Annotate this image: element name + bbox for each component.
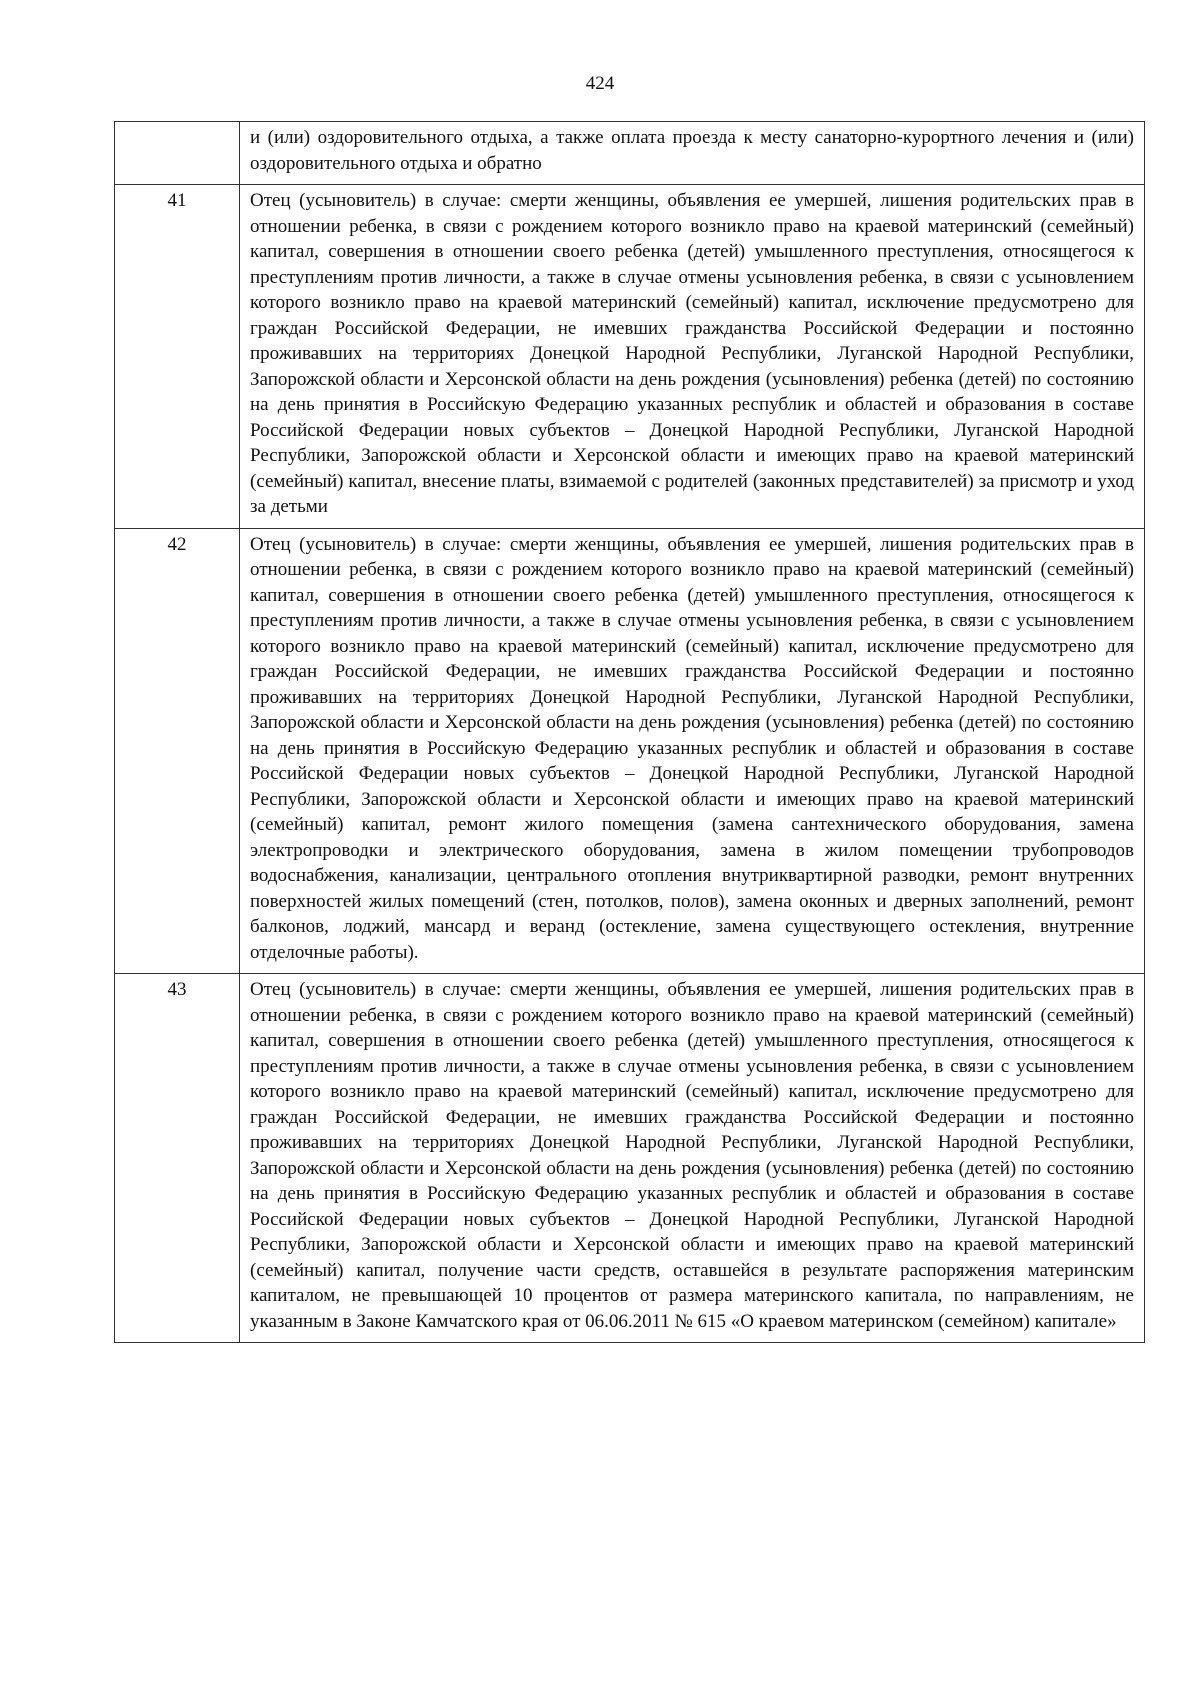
row-number-cell: 43 (115, 974, 240, 1343)
table-row (115, 122, 1145, 185)
page-number: 424 (585, 73, 615, 94)
row-text-cell: Отец (усыновитель) в случае: смерти женщины, объявления ее умершей, лишения родительских прав в отношении ребенка, в связи с рождением которого возникло право на краевой материнский (семейный) капитал, совершения в отношении своего ребенка (детей) умышленного преступления, относящегося к преступлениям против личности, а также в случае отмены усыновления ребенка, в связи с усыновлением которого возникло право на краевой материнский (семейный) капитал, исключение предусмотрено для граждан Российской Федерации, не имевших гражданства Российской Федерации и постоянно проживавших на территориях Донецкой Народной Республики, Луганской Народной Республики, Запорожской области и Херсонской области на день рождения (усыновления) ребенка (детей) по состоянию на день принятия в Российскую Федерацию указанных республик и областей и образования в составе Российской Федерации новых субъектов – Донецкой Народной Республики, Луганской Народной Республики, Запорожской области и Херсонской области и имеющих право на краевой материнский (семейный) капитал, получение части средств, оставшейся в результате распоряжения материнским капиталом, не превышающей 10 процентов от размера материнского капитала, по направлениям, не указанным в Законе Камчатского края от 06.06.2011 № 615 «О краевом материнском (семейном) капитале» (240, 974, 1145, 1343)
row-number-cell: 42 (115, 528, 240, 974)
table-row (115, 528, 1145, 974)
document-table (114, 121, 1145, 1343)
row-number-cell (115, 122, 240, 185)
table-row (115, 974, 1145, 1343)
row-text-cell: Отец (усыновитель) в случае: смерти женщины, объявления ее умершей, лишения родительских прав в отношении ребенка, в связи с рождением которого возникло право на краевой материнский (семейный) капитал, совершения в отношении своего ребенка (детей) умышленного преступления, относящегося к преступлениям против личности, а также в случае отмены усыновления ребенка, в связи с усыновлением которого возникло право на краевой материнский (семейный) капитал, исключение предусмотрено для граждан Российской Федерации, не имевших гражданства Российской Федерации и постоянно проживавших на территориях Донецкой Народной Республики, Луганской Народной Республики, Запорожской области и Херсонской области на день рождения (усыновления) ребенка (детей) по состоянию на день принятия в Российскую Федерацию указанных республик и областей и образования в составе Российской Федерации новых субъектов – Донецкой Народной Республики, Луганской Народной Республики, Запорожской области и Херсонской области и имеющих право на краевой материнский (семейный) капитал, ремонт жилого помещения (замена сантехнического оборудования, замена электропроводки и электрического оборудования, замена в жилом помещении трубопроводов водоснабжения, канализации, центрального отопления внутриквартирной разводки, ремонт внутренних поверхностей жилых помещений (стен, потолков, полов), замена оконных и дверных заполнений, ремонт балконов, лоджий, мансард и веранд (остекление, замена существующего остекления, внутренние отделочные работы). (240, 528, 1145, 974)
table-row (115, 185, 1145, 529)
row-text-cell: Отец (усыновитель) в случае: смерти женщины, объявления ее умершей, лишения родительских прав в отношении ребенка, в связи с рождением которого возникло право на краевой материнский (семейный) капитал, совершения в отношении своего ребенка (детей) умышленного преступления, относящегося к преступлениям против личности, а также в случае отмены усыновления ребенка, в связи с усыновлением которого возникло право на краевой материнский (семейный) капитал, исключение предусмотрено для граждан Российской Федерации, не имевших гражданства Российской Федерации и постоянно проживавших на территориях Донецкой Народной Республики, Луганской Народной Республики, Запорожской области и Херсонской области на день рождения (усыновления) ребенка (детей) по состоянию на день принятия в Российскую Федерацию указанных республик и областей и образования в составе Российской Федерации новых субъектов – Донецкой Народной Республики, Луганской Народной Республики, Запорожской области и Херсонской области и имеющих право на краевой материнский (семейный) капитал, внесение платы, взимаемой с родителей (законных представителей) за присмотр и уход за детьми (240, 185, 1145, 529)
row-number-cell: 41 (115, 185, 240, 529)
row-text-cell: и (или) оздоровительного отдыха, а также оплата проезда к месту санаторно-курортного лечения и (или) оздоровительного отдыха и обратно (240, 122, 1145, 185)
